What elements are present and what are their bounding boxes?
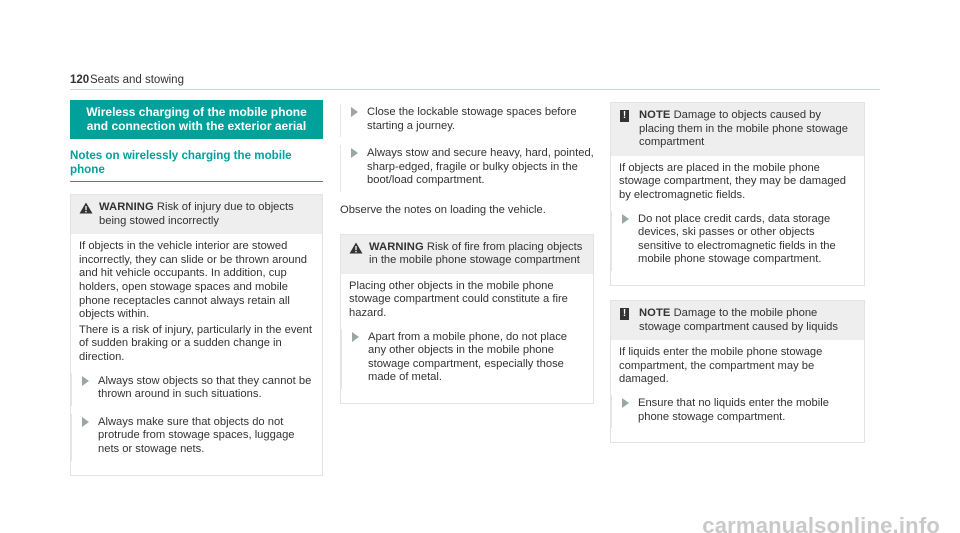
- instruction-bullet: Apart from a mobile phone, do not place any other objects in the mobile phone stowage compartment, especially those made of metal.: [341, 329, 585, 389]
- warning-box: [70, 194, 323, 476]
- instruction-bullet: Always stow objects so that they cannot be thrown around in such situations.: [71, 373, 314, 406]
- exclamation-icon: !: [620, 308, 629, 320]
- note-label: NOTE: [639, 306, 671, 319]
- observe-text: Observe the notes on loading the vehicle.: [340, 203, 546, 216]
- note-header: [611, 301, 864, 340]
- section-subtitle: Notes on wirelessly charging the mobile phone: [70, 149, 323, 182]
- note-paragraph: If objects are placed in the mobile phone stowage compartment, they may be damaged by electromagnetic fields.: [619, 161, 846, 201]
- arrow-right-icon: [351, 148, 358, 158]
- warning-label: WARNING: [369, 240, 424, 253]
- page-number: 120: [70, 74, 90, 86]
- note-text: Damage to the mobile phone stowage compartment caused by liquids: [639, 306, 838, 333]
- warning-box: [340, 234, 594, 404]
- arrow-right-icon: [352, 332, 359, 342]
- warning-paragraph: If objects in the vehicle interior are stowed incorrectly, they can slide or be thrown around and hit vehicle occupants. In addition, cup holders, open stowage spaces and mobile phone receptacles cannot always retain all objects within.: [79, 240, 308, 321]
- warning-text: Risk of fire from placing objects in the mobile phone stowage compartment: [369, 240, 583, 267]
- column-2: [340, 100, 594, 404]
- warning-label: WARNING: [99, 201, 154, 213]
- arrow-right-icon: [82, 417, 89, 427]
- warning-triangle-icon: [349, 242, 363, 254]
- arrow-right-icon: [622, 398, 629, 408]
- instruction-bullet: Always stow and secure heavy, hard, pointed, sharp-edged, fragile or bulky objects in the boot/load compartment.: [340, 145, 594, 192]
- note-body: [611, 156, 864, 285]
- exclamation-icon: !: [620, 110, 629, 122]
- warning-body: [71, 234, 322, 474]
- arrow-right-icon: [351, 107, 358, 117]
- warning-triangle-icon: [79, 202, 93, 214]
- watermark: carmanualsonline.info: [702, 513, 940, 533]
- note-paragraph: If liquids enter the mobile phone stowage compartment, the compartment may be damaged.: [619, 346, 823, 386]
- note-box: [610, 102, 865, 286]
- warning-header: [71, 195, 322, 234]
- note-header: [611, 103, 864, 156]
- note-body: [611, 340, 864, 442]
- column-3: [610, 100, 865, 443]
- note-box: [610, 300, 865, 443]
- instruction-bullet: Always make sure that objects do not protrude from stowage spaces, luggage nets or stowage nets.: [71, 414, 314, 461]
- section-name: Seats and stowing: [90, 74, 184, 86]
- column-1: [70, 100, 323, 476]
- instruction-bullet: Ensure that no liquids enter the mobile phone stowage compartment.: [611, 395, 856, 428]
- page-header: [70, 74, 880, 90]
- arrow-right-icon: [82, 376, 89, 386]
- note-text: Damage to objects caused by placing them in the mobile phone stowage compartment: [639, 109, 848, 149]
- warning-header: [341, 235, 593, 274]
- arrow-right-icon: [622, 214, 629, 224]
- warning-paragraph: There is a risk of injury, particularly in the event of sudden braking or a sudden change in direction.: [79, 323, 312, 363]
- instruction-bullet: Do not place credit cards, data storage devices, ski passes or other objects sensitive to electromagnetic fields in the mobile phone stowage compartment.: [611, 211, 856, 271]
- warning-paragraph: Placing other objects in the mobile phone stowage compartment could constitute a fire hazard.: [349, 279, 568, 319]
- warning-text: Risk of injury due to objects being stowed incorrectly: [99, 201, 294, 227]
- instruction-bullet: Close the lockable stowage spaces before starting a journey.: [340, 104, 594, 137]
- warning-body: [341, 274, 593, 403]
- note-label: NOTE: [639, 109, 671, 121]
- section-title: Wireless charging of the mobile phone and connection with the exterior aerial: [70, 100, 323, 139]
